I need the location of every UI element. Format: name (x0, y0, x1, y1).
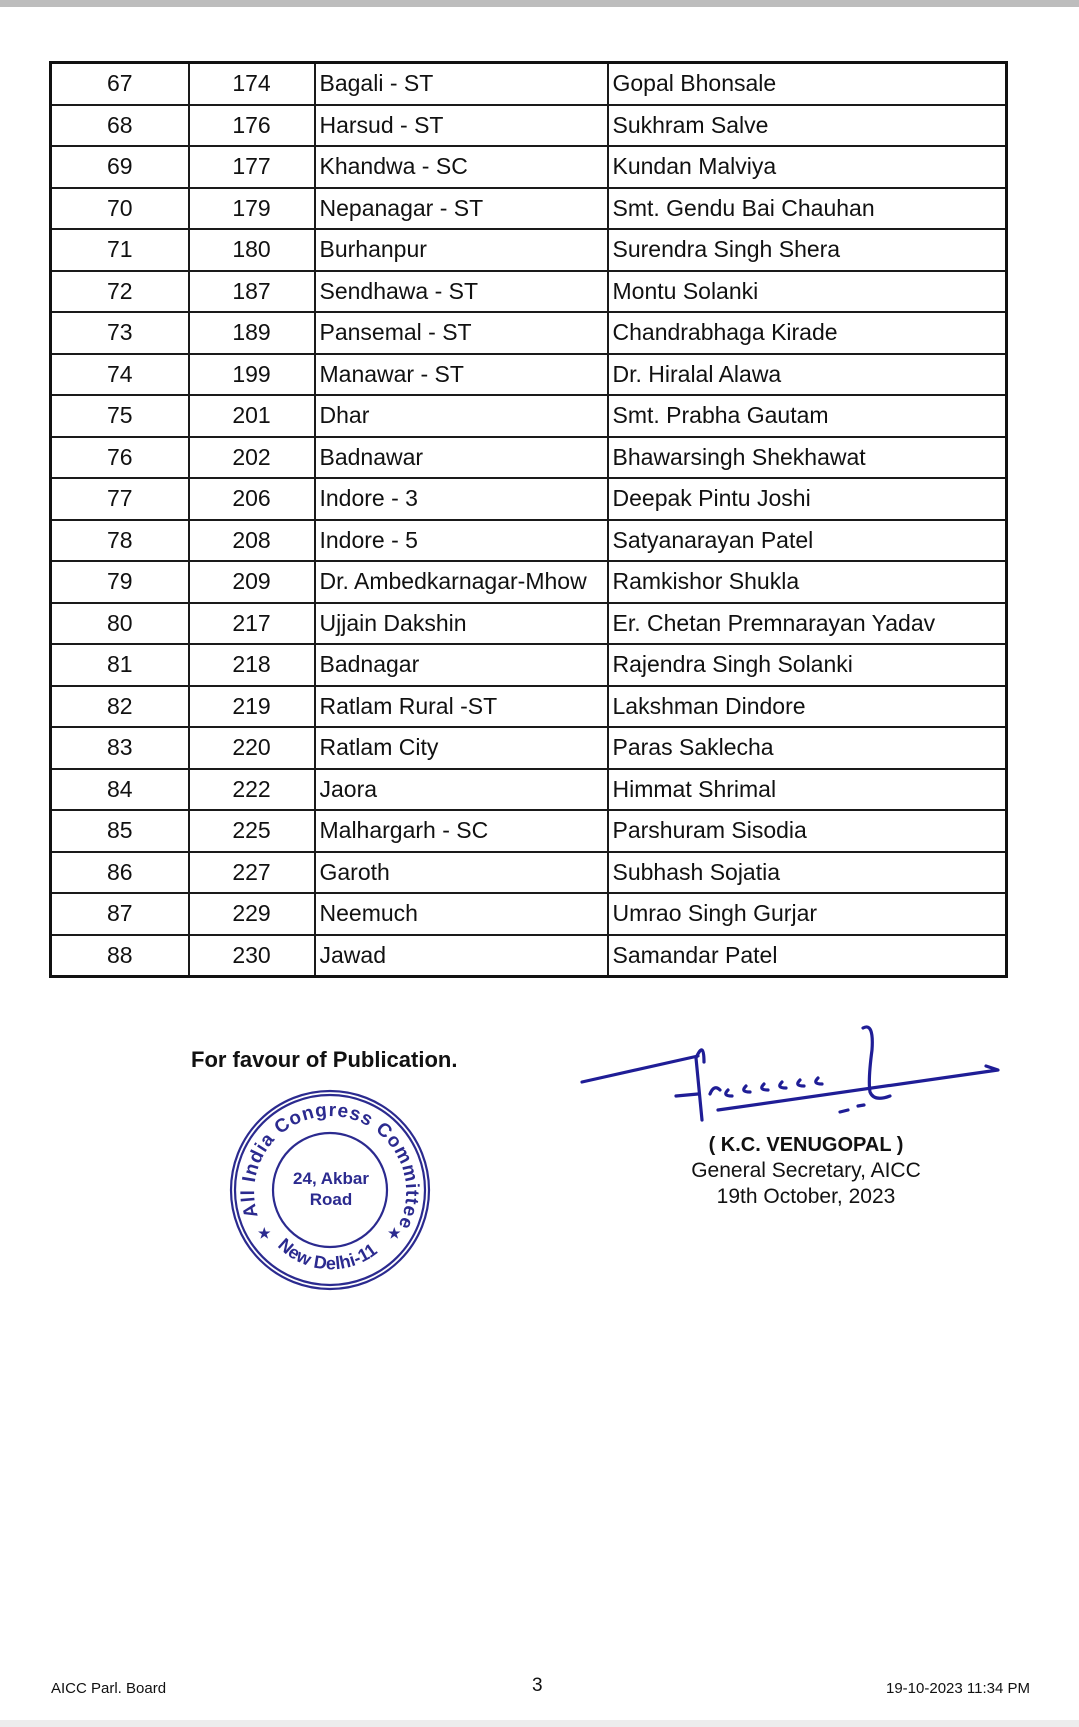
table-row (51, 188, 1007, 230)
table-row (51, 686, 1007, 728)
serial-number-cell: 67 (51, 63, 189, 105)
constituency-cell: Ujjain Dakshin (315, 603, 608, 645)
page-number: 3 (532, 1675, 543, 1696)
serial-number-cell: 83 (51, 727, 189, 769)
constituency-cell: Harsud - ST (315, 105, 608, 147)
constituency-cell: Jawad (315, 935, 608, 977)
candidate-name-cell: Ramkishor Shukla (608, 561, 1007, 603)
table-row (51, 769, 1007, 811)
star-icon: ★ (388, 1225, 401, 1241)
table-row (51, 561, 1007, 603)
candidate-name-cell: Paras Saklecha (608, 727, 1007, 769)
serial-number-cell: 75 (51, 395, 189, 437)
ac-number-cell: 187 (189, 271, 315, 313)
svg-text:New Delhi-11 (274, 1234, 380, 1273)
ac-number-cell: 174 (189, 63, 315, 105)
constituency-cell: Ratlam Rural -ST (315, 686, 608, 728)
constituency-cell: Ratlam City (315, 727, 608, 769)
candidate-name-cell: Er. Chetan Premnarayan Yadav (608, 603, 1007, 645)
table-row (51, 63, 1007, 105)
stamp-top-text: All India Congress Committee (238, 1099, 423, 1233)
stamp-center-line-1: 24, Akbar (293, 1169, 369, 1188)
signature (578, 1020, 1008, 1130)
signatory-name: ( K.C. VENUGOPAL ) (708, 1134, 904, 1156)
candidate-name-cell: Gopal Bhonsale (608, 63, 1007, 105)
table-row (51, 810, 1007, 852)
candidate-name-cell: Rajendra Singh Solanki (608, 644, 1007, 686)
ac-number-cell: 225 (189, 810, 315, 852)
serial-number-cell: 68 (51, 105, 189, 147)
ac-number-cell: 208 (189, 520, 315, 562)
serial-number-cell: 85 (51, 810, 189, 852)
constituency-cell: Manawar - ST (315, 354, 608, 396)
signature-stroke (710, 1078, 822, 1096)
ac-number-cell: 219 (189, 686, 315, 728)
ac-number-cell: 202 (189, 437, 315, 479)
constituency-cell: Badnagar (315, 644, 608, 686)
serial-number-cell: 80 (51, 603, 189, 645)
table-row (51, 146, 1007, 188)
candidate-name-cell: Chandrabhaga Kirade (608, 312, 1007, 354)
table-row (51, 105, 1007, 147)
candidate-name-cell: Bhawarsingh Shekhawat (608, 437, 1007, 479)
table-row (51, 229, 1007, 271)
table-row (51, 437, 1007, 479)
publication-note: For favour of Publication. (191, 1047, 458, 1072)
ac-number-cell: 199 (189, 354, 315, 396)
stamp-bottom-text: New Delhi-11 (274, 1234, 381, 1274)
candidate-name-cell: Deepak Pintu Joshi (608, 478, 1007, 520)
signature-stroke (696, 1050, 704, 1120)
candidate-name-cell: Lakshman Dindore (608, 686, 1007, 728)
candidate-name-cell: Umrao Singh Gurjar (608, 893, 1007, 935)
ac-number-cell: 206 (189, 478, 315, 520)
table-row (51, 603, 1007, 645)
signatory-title: General Secretary, AICC (691, 1159, 921, 1182)
candidate-name-cell: Himmat Shrimal (608, 769, 1007, 811)
candidate-name-cell: Satyanarayan Patel (608, 520, 1007, 562)
signature-stroke (582, 1056, 698, 1082)
constituency-cell: Badnawar (315, 437, 608, 479)
ac-number-cell: 189 (189, 312, 315, 354)
ac-number-cell: 227 (189, 852, 315, 894)
serial-number-cell: 73 (51, 312, 189, 354)
serial-number-cell: 79 (51, 561, 189, 603)
table-row (51, 271, 1007, 313)
ac-number-cell: 177 (189, 146, 315, 188)
ac-number-cell: 229 (189, 893, 315, 935)
stamp-center-line-2: Road (309, 1190, 353, 1209)
candidate-name-cell: Montu Solanki (608, 271, 1007, 313)
ac-number-cell: 201 (189, 395, 315, 437)
table-row (51, 893, 1007, 935)
signature-stroke (718, 1066, 998, 1110)
signatory-block (606, 1132, 1006, 1210)
serial-number-cell: 76 (51, 437, 189, 479)
ac-number-cell: 220 (189, 727, 315, 769)
constituency-cell: Burhanpur (315, 229, 608, 271)
serial-number-cell: 69 (51, 146, 189, 188)
aicc-stamp (228, 1088, 432, 1292)
serial-number-cell: 77 (51, 478, 189, 520)
candidate-name-cell: Dr. Hiralal Alawa (608, 354, 1007, 396)
ac-number-cell: 176 (189, 105, 315, 147)
table-row (51, 935, 1007, 977)
table-row (51, 852, 1007, 894)
footer-left: AICC Parl. Board (51, 1680, 167, 1697)
table-row (51, 395, 1007, 437)
candidate-name-cell: Subhash Sojatia (608, 852, 1007, 894)
constituency-cell: Bagali - ST (315, 63, 608, 105)
constituency-cell: Indore - 5 (315, 520, 608, 562)
star-icon: ★ (258, 1225, 271, 1241)
constituency-cell: Khandwa - SC (315, 146, 608, 188)
serial-number-cell: 81 (51, 644, 189, 686)
serial-number-cell: 86 (51, 852, 189, 894)
table-row (51, 520, 1007, 562)
candidate-name-cell: Smt. Gendu Bai Chauhan (608, 188, 1007, 230)
candidate-name-cell: Surendra Singh Shera (608, 229, 1007, 271)
ac-number-cell: 209 (189, 561, 315, 603)
ac-number-cell: 179 (189, 188, 315, 230)
serial-number-cell: 72 (51, 271, 189, 313)
signatory-date: 19th October, 2023 (716, 1185, 896, 1208)
constituency-cell: Nepanagar - ST (315, 188, 608, 230)
serial-number-cell: 70 (51, 188, 189, 230)
ac-number-cell: 217 (189, 603, 315, 645)
serial-number-cell: 71 (51, 229, 189, 271)
candidate-name-cell: Smt. Prabha Gautam (608, 395, 1007, 437)
constituency-cell: Pansemal - ST (315, 312, 608, 354)
viewer-bottom-bar (0, 1720, 1079, 1727)
signature-stroke (676, 1094, 698, 1096)
table-row (51, 644, 1007, 686)
table-row (51, 478, 1007, 520)
signature-stroke (840, 1105, 864, 1112)
table-row (51, 354, 1007, 396)
constituency-cell: Jaora (315, 769, 608, 811)
candidate-name-cell: Sukhram Salve (608, 105, 1007, 147)
ac-number-cell: 222 (189, 769, 315, 811)
footer-timestamp: 19-10-2023 11:34 PM (886, 1680, 1030, 1697)
serial-number-cell: 78 (51, 520, 189, 562)
constituency-cell: Neemuch (315, 893, 608, 935)
table-row (51, 312, 1007, 354)
candidate-name-cell: Samandar Patel (608, 935, 1007, 977)
candidate-name-cell: Parshuram Sisodia (608, 810, 1007, 852)
ac-number-cell: 180 (189, 229, 315, 271)
candidate-name-cell: Kundan Malviya (608, 146, 1007, 188)
constituency-cell: Garoth (315, 852, 608, 894)
viewer-top-bar (0, 0, 1079, 7)
serial-number-cell: 74 (51, 354, 189, 396)
serial-number-cell: 82 (51, 686, 189, 728)
candidates-table (49, 61, 1008, 978)
constituency-cell: Sendhawa - ST (315, 271, 608, 313)
table-row (51, 727, 1007, 769)
serial-number-cell: 87 (51, 893, 189, 935)
constituency-cell: Indore - 3 (315, 478, 608, 520)
ac-number-cell: 230 (189, 935, 315, 977)
ac-number-cell: 218 (189, 644, 315, 686)
serial-number-cell: 84 (51, 769, 189, 811)
constituency-cell: Malhargarh - SC (315, 810, 608, 852)
constituency-cell: Dr. Ambedkarnagar-Mhow (315, 561, 608, 603)
serial-number-cell: 88 (51, 935, 189, 977)
table-body (51, 63, 1007, 977)
constituency-cell: Dhar (315, 395, 608, 437)
